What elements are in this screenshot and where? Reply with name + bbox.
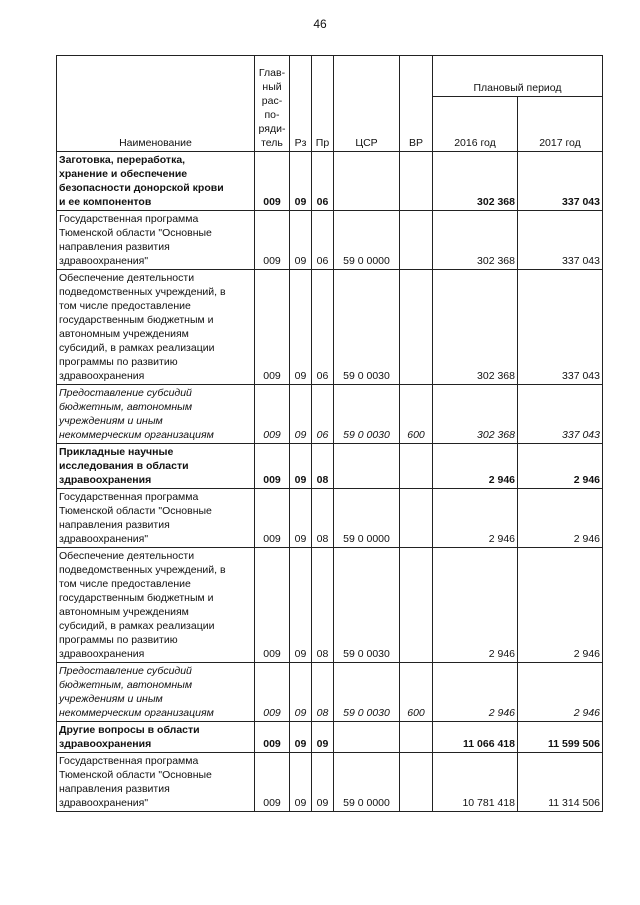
header-year-2017: 2017 год xyxy=(518,97,603,152)
cell-2016: 302 368 xyxy=(433,270,518,385)
cell-gl: 009 xyxy=(255,152,290,211)
name-line: здравоохранения" xyxy=(59,255,149,267)
cell-rz: 09 xyxy=(290,722,312,753)
name-line: учреждениям и иным xyxy=(59,415,163,427)
cell-gl: 009 xyxy=(255,385,290,444)
cell-name xyxy=(57,152,255,211)
name-line: направления развития xyxy=(59,241,170,253)
cell-gl: 009 xyxy=(255,722,290,753)
header-glavny-line: ный xyxy=(262,81,282,93)
cell-vr xyxy=(400,211,433,270)
name-line: бюджетным, автономным xyxy=(59,679,193,691)
cell-2016: 302 368 xyxy=(433,385,518,444)
cell-2017: 337 043 xyxy=(518,211,603,270)
table-row xyxy=(57,663,603,722)
cell-csr: 59 0 0030 xyxy=(334,270,400,385)
name-line: автономным учреждениям xyxy=(59,606,189,618)
name-line: государственным бюджетным и xyxy=(59,592,214,604)
cell-rz: 09 xyxy=(290,663,312,722)
name-line: подведомственных учреждений, в xyxy=(59,564,226,576)
header-pr: Пр xyxy=(312,56,334,152)
cell-pr: 06 xyxy=(312,385,334,444)
cell-vr xyxy=(400,722,433,753)
header-vr: ВР xyxy=(400,56,433,152)
name-line: автономным учреждениям xyxy=(59,328,189,340)
name-line: направления развития xyxy=(59,519,170,531)
cell-pr: 08 xyxy=(312,548,334,663)
table-row xyxy=(57,548,603,663)
cell-name xyxy=(57,663,255,722)
cell-csr xyxy=(334,444,400,489)
cell-csr xyxy=(334,722,400,753)
cell-rz: 09 xyxy=(290,152,312,211)
cell-name xyxy=(57,722,255,753)
cell-vr xyxy=(400,753,433,812)
name-line: некоммерческим организациям xyxy=(59,707,214,719)
cell-name xyxy=(57,489,255,548)
cell-vr xyxy=(400,152,433,211)
name-line: том числе предоставление xyxy=(59,578,191,590)
cell-2017: 2 946 xyxy=(518,548,603,663)
cell-pr: 08 xyxy=(312,489,334,548)
name-line: Тюменской области "Основные xyxy=(59,227,212,239)
header-glavny-line: по- xyxy=(264,109,280,121)
cell-2017: 337 043 xyxy=(518,385,603,444)
cell-name xyxy=(57,270,255,385)
cell-gl: 009 xyxy=(255,270,290,385)
name-line: направления развития xyxy=(59,783,170,795)
name-line: бюджетным, автономным xyxy=(59,401,193,413)
cell-csr: 59 0 0000 xyxy=(334,211,400,270)
cell-2016: 2 946 xyxy=(433,444,518,489)
name-line: Заготовка, переработка, xyxy=(59,154,186,166)
name-line: исследования в области xyxy=(59,460,189,472)
cell-name xyxy=(57,385,255,444)
name-line: безопасности донорской крови xyxy=(59,182,224,194)
cell-2017: 2 946 xyxy=(518,489,603,548)
cell-pr: 09 xyxy=(312,722,334,753)
name-line: Прикладные научные xyxy=(59,446,174,458)
cell-name xyxy=(57,211,255,270)
cell-gl: 009 xyxy=(255,548,290,663)
header-planned-period: Плановый период xyxy=(433,56,603,97)
cell-rz: 09 xyxy=(290,753,312,812)
cell-2016: 11 066 418 xyxy=(433,722,518,753)
name-line: Тюменской области "Основные xyxy=(59,769,212,781)
cell-gl: 009 xyxy=(255,753,290,812)
header-glavny-line: ряди- xyxy=(258,123,286,135)
name-line: хранение и обеспечение xyxy=(59,168,188,180)
header-glavny-line: рас- xyxy=(261,95,283,107)
table-row xyxy=(57,270,603,385)
cell-pr: 06 xyxy=(312,211,334,270)
table-row xyxy=(57,753,603,812)
cell-2016: 10 781 418 xyxy=(433,753,518,812)
header-glavny-line: тель xyxy=(261,137,283,149)
cell-rz: 09 xyxy=(290,270,312,385)
name-line: некоммерческим организациям xyxy=(59,429,214,441)
name-line: здравоохранения" xyxy=(59,797,149,809)
table-row xyxy=(57,722,603,753)
cell-csr: 59 0 0000 xyxy=(334,489,400,548)
name-line: здравоохранения" xyxy=(59,533,149,545)
table-row xyxy=(57,489,603,548)
cell-name xyxy=(57,444,255,489)
table-body xyxy=(57,152,603,812)
header-name: Наименование xyxy=(57,56,255,152)
cell-2016: 302 368 xyxy=(433,211,518,270)
cell-pr: 06 xyxy=(312,152,334,211)
name-line: здравоохранения xyxy=(59,648,145,660)
cell-gl: 009 xyxy=(255,444,290,489)
cell-2017: 2 946 xyxy=(518,663,603,722)
budget-table xyxy=(56,55,603,812)
header-year-2016: 2016 год xyxy=(433,97,518,152)
name-line: Предоставление субсидий xyxy=(59,387,192,399)
cell-name xyxy=(57,753,255,812)
name-line: Другие вопросы в области xyxy=(59,724,200,736)
name-line: Государственная программа xyxy=(59,755,199,767)
name-line: программы по развитию xyxy=(59,634,178,646)
name-line: субсидий, в рамках реализации xyxy=(59,620,215,632)
cell-rz: 09 xyxy=(290,211,312,270)
header-rz: Рз xyxy=(290,56,312,152)
name-line: здравоохранения xyxy=(59,474,152,486)
name-line: здравоохранения xyxy=(59,370,145,382)
cell-2016: 2 946 xyxy=(433,663,518,722)
cell-pr: 08 xyxy=(312,444,334,489)
cell-vr xyxy=(400,489,433,548)
cell-rz: 09 xyxy=(290,489,312,548)
cell-rz: 09 xyxy=(290,444,312,489)
name-line: государственным бюджетным и xyxy=(59,314,214,326)
cell-2016: 2 946 xyxy=(433,489,518,548)
cell-2017: 337 043 xyxy=(518,270,603,385)
name-line: Предоставление субсидий xyxy=(59,665,192,677)
cell-csr: 59 0 0000 xyxy=(334,753,400,812)
cell-2017: 11 599 506 xyxy=(518,722,603,753)
name-line: Государственная программа xyxy=(59,213,199,225)
cell-pr: 06 xyxy=(312,270,334,385)
header-row-1 xyxy=(57,56,603,97)
name-line: здравоохранения xyxy=(59,738,152,750)
cell-2016: 302 368 xyxy=(433,152,518,211)
cell-gl: 009 xyxy=(255,663,290,722)
name-line: учреждениям и иным xyxy=(59,693,163,705)
cell-pr: 08 xyxy=(312,663,334,722)
cell-csr: 59 0 0030 xyxy=(334,385,400,444)
cell-rz: 09 xyxy=(290,385,312,444)
cell-pr: 09 xyxy=(312,753,334,812)
name-line: и ее компонентов xyxy=(59,196,152,208)
page-number: 46 xyxy=(313,17,327,31)
header-glavny xyxy=(255,56,290,152)
name-line: Государственная программа xyxy=(59,491,199,503)
name-line: Обеспечение деятельности xyxy=(59,272,195,284)
name-line: Тюменской области "Основные xyxy=(59,505,212,517)
cell-2017: 337 043 xyxy=(518,152,603,211)
cell-vr: 600 xyxy=(400,663,433,722)
cell-2017: 2 946 xyxy=(518,444,603,489)
name-line: подведомственных учреждений, в xyxy=(59,286,226,298)
cell-vr xyxy=(400,548,433,663)
name-line: субсидий, в рамках реализации xyxy=(59,342,215,354)
cell-csr: 59 0 0030 xyxy=(334,663,400,722)
table-row xyxy=(57,385,603,444)
cell-gl: 009 xyxy=(255,489,290,548)
cell-name xyxy=(57,548,255,663)
header-csr: ЦСР xyxy=(334,56,400,152)
table-row xyxy=(57,152,603,211)
name-line: Обеспечение деятельности xyxy=(59,550,195,562)
table-row xyxy=(57,444,603,489)
cell-csr: 59 0 0030 xyxy=(334,548,400,663)
header-glavny-line: Глав- xyxy=(258,67,286,79)
cell-2016: 2 946 xyxy=(433,548,518,663)
cell-gl: 009 xyxy=(255,211,290,270)
table-row xyxy=(57,211,603,270)
cell-vr: 600 xyxy=(400,385,433,444)
name-line: программы по развитию xyxy=(59,356,178,368)
cell-2017: 11 314 506 xyxy=(518,753,603,812)
cell-vr xyxy=(400,270,433,385)
cell-vr xyxy=(400,444,433,489)
cell-csr xyxy=(334,152,400,211)
name-line: том числе предоставление xyxy=(59,300,191,312)
cell-rz: 09 xyxy=(290,548,312,663)
